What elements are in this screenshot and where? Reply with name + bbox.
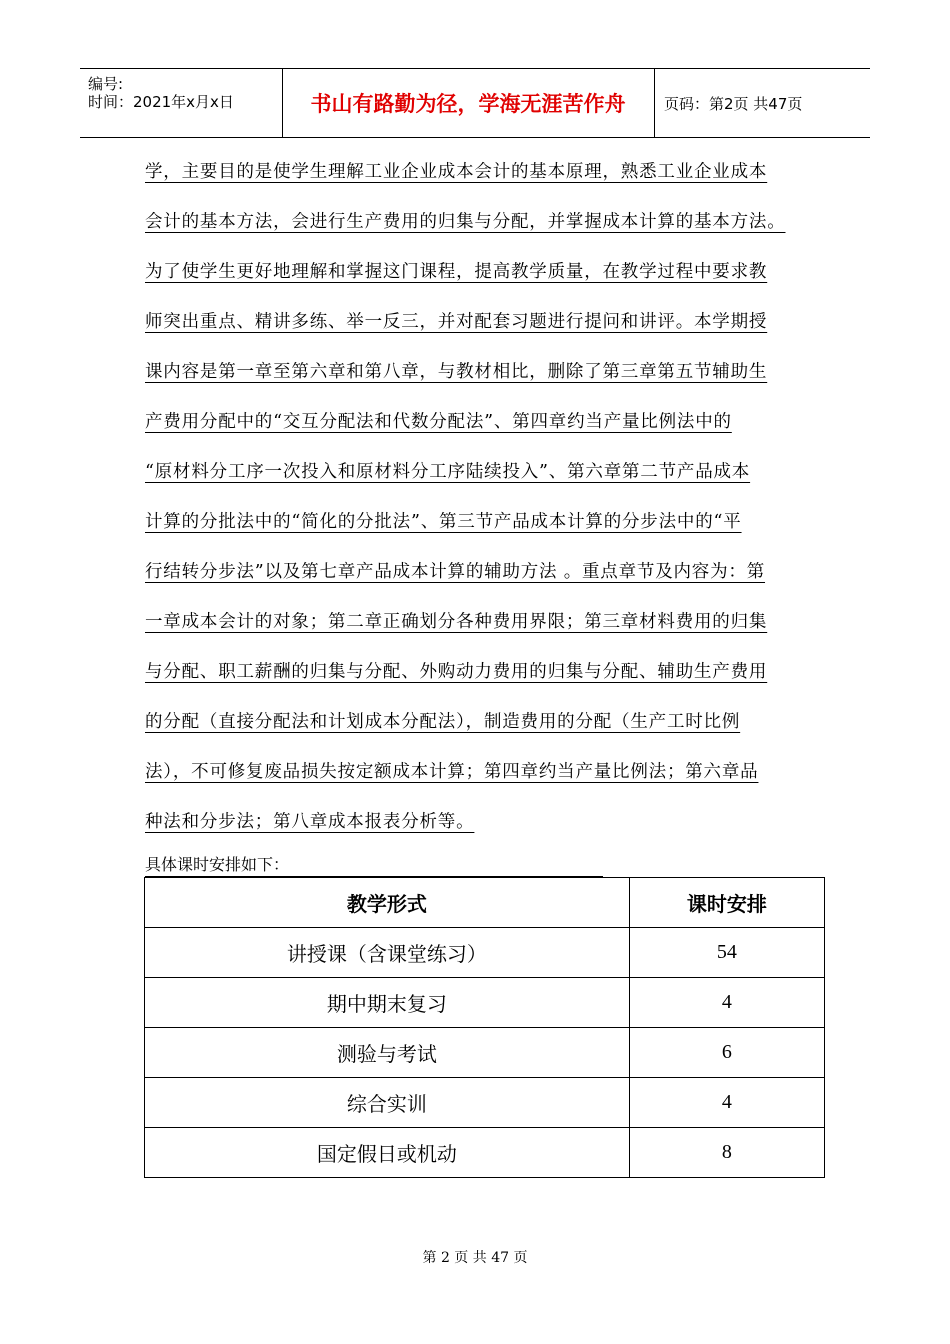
- number-label: 编号:: [88, 75, 124, 93]
- table-row: [145, 1028, 825, 1078]
- cell-form: 测验与考试: [145, 1028, 630, 1078]
- cell-hours: 8: [629, 1128, 824, 1178]
- time-label: 时间：2021年x月x日: [88, 93, 234, 111]
- cell-form: 讲授课（含课堂练习）: [145, 928, 630, 978]
- schedule-table: [144, 877, 825, 1178]
- cell-hours: 6: [629, 1028, 824, 1078]
- header-page-label: 页码：第2页 共47页: [664, 94, 803, 113]
- paragraph-line: 种法和分步法；第八章成本报表分析等。: [145, 812, 475, 832]
- paragraph-line: 一章成本会计的对象；第二章正确划分各种费用界限；第三章材料费用的归集: [145, 612, 768, 632]
- column-header-form: 教学形式: [145, 878, 630, 928]
- paragraph-line: 学，主要目的是使学生理解工业企业成本会计的基本原理，熟悉工业企业成本: [145, 162, 768, 182]
- cell-hours: 4: [629, 978, 824, 1028]
- table-row: [145, 1078, 825, 1128]
- page-header: [80, 68, 870, 138]
- paragraph-line: “原材料分工序一次投入和原材料分工序陆续投入”、第六章第二节产品成本: [145, 462, 751, 482]
- table-row: [145, 1128, 825, 1178]
- paragraph-line: 法），不可修复废品损失按定额成本计算；第四章约当产量比例法；第六章品: [145, 762, 759, 782]
- page-footer: 第 2 页 共 47 页: [422, 1250, 528, 1266]
- paragraph-line: 会计的基本方法，会进行生产费用的归集与分配，并掌握成本计算的基本方法。: [145, 212, 786, 232]
- paragraph-line: 的分配（直接分配法和计划成本分配法），制造费用的分配（生产工时比例: [145, 712, 741, 732]
- table-row: [145, 978, 825, 1028]
- schedule-intro: 具体课时安排如下：: [145, 852, 603, 877]
- cell-form: 国定假日或机动: [145, 1128, 630, 1178]
- cell-form: 综合实训: [145, 1078, 630, 1128]
- cell-form: 期中期末复习: [145, 978, 630, 1028]
- cell-hours: 54: [629, 928, 824, 978]
- header-meta-cell: [80, 69, 283, 137]
- paragraph-line: 为了使学生更好地理解和掌握这门课程，提高教学质量，在教学过程中要求教: [145, 262, 768, 282]
- paragraph-line: 与分配、职工薪酬的归集与分配、外购动力费用的归集与分配、辅助生产费用: [145, 662, 768, 682]
- paragraph-line: 计算的分批法中的“简化的分批法”、第三节产品成本计算的分步法中的“平: [145, 512, 742, 532]
- body-paragraph: [145, 152, 825, 852]
- cell-hours: 4: [629, 1078, 824, 1128]
- paragraph-line: 行结转分步法”以及第七章产品成本计算的辅助方法 。重点章节及内容为：第: [145, 562, 766, 582]
- paragraph-line: 师突出重点、精讲多练、举一反三，并对配套习题进行提问和讲评。本学期授: [145, 312, 768, 332]
- table-row: [145, 928, 825, 978]
- table-header-row: [145, 878, 825, 928]
- column-header-hours: 课时安排: [629, 878, 824, 928]
- paragraph-line: 产费用分配中的“交互分配法和代数分配法”、第四章约当产量比例法中的: [145, 412, 732, 432]
- paragraph-line: 课内容是第一章至第六章和第八章，与教材相比，删除了第三章第五节辅助生: [145, 362, 768, 382]
- header-motto: 书山有路勤为径，学海无涯苦作舟: [282, 69, 655, 137]
